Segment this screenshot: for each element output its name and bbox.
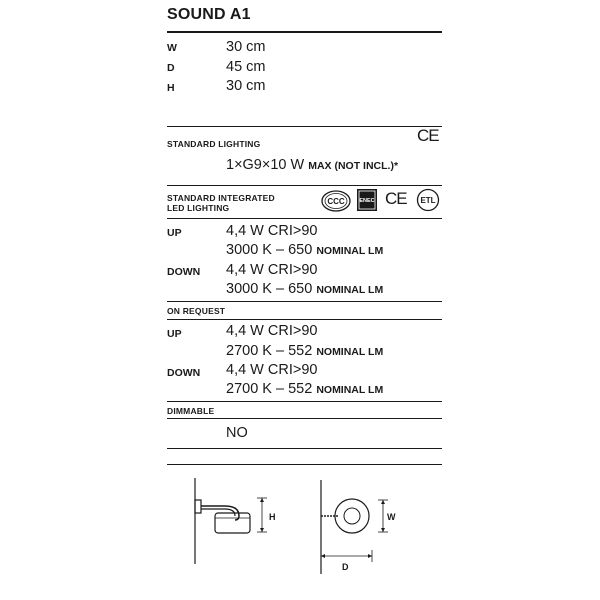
led-lighting-divider [167, 301, 442, 302]
title-divider [167, 31, 442, 33]
spec-main: 1×G9×10 W [226, 157, 305, 173]
dimmable-heading: DIMMABLE [167, 406, 215, 416]
request-up-label: UP [167, 328, 182, 340]
request-up-line1: 4,4 W CRI>90 [226, 323, 318, 339]
enec-text: ENEC [359, 198, 375, 204]
led-up-label: UP [167, 227, 182, 239]
request-down-line2-main: 2700 K – 552 [226, 381, 313, 397]
etl-icon [416, 188, 440, 212]
dimmable-divider [167, 448, 442, 449]
drawing-h-label: H [269, 512, 276, 522]
enec-icon [356, 188, 378, 212]
request-down-line2-small: NOMINAL LM [316, 384, 384, 396]
front-view-drawing [310, 476, 400, 576]
led-down-label: DOWN [167, 266, 201, 278]
request-down-label: DOWN [167, 367, 201, 379]
led-down-line1: 4,4 W CRI>90 [226, 262, 318, 278]
ccc-icon [321, 190, 351, 212]
dim-label-w: W [167, 42, 177, 54]
dim-value-h: 30 cm [226, 78, 266, 94]
drawing-d-label: D [342, 562, 349, 572]
product-title: SOUND A1 [167, 6, 251, 23]
request-up-line2-main: 2700 K – 552 [226, 343, 313, 359]
led-down-line2-small: NOMINAL LM [316, 284, 384, 296]
request-up-line2 [226, 343, 383, 361]
on-request-heading-divider [167, 319, 442, 320]
integrated-led-divider [167, 218, 442, 219]
dim-label-h: H [167, 82, 175, 94]
spec-small: MAX (NOT INCL.)* [308, 160, 399, 172]
on-request-divider [167, 401, 442, 402]
standard-lighting-heading: STANDARD LIGHTING [167, 139, 261, 149]
dimmable-value: NO [226, 425, 248, 441]
ce-mark-icon: CE [417, 126, 439, 145]
led-up-line2 [226, 242, 383, 260]
request-down-line1: 4,4 W CRI>90 [226, 362, 318, 378]
ccc-text: CCC [327, 197, 345, 206]
standard-lighting-divider [167, 185, 442, 186]
integrated-led-heading-1: STANDARD INTEGRATED [167, 193, 275, 203]
dimmable-heading-divider [167, 418, 442, 419]
dim-value-w: 30 cm [226, 39, 266, 55]
on-request-heading: ON REQUEST [167, 306, 226, 316]
led-down-line2 [226, 281, 383, 299]
etl-text: ETL [420, 196, 436, 205]
led-up-line1: 4,4 W CRI>90 [226, 223, 318, 239]
led-down-line2-main: 3000 K – 650 [226, 281, 313, 297]
standard-lighting-spec [226, 157, 398, 175]
led-up-line2-main: 3000 K – 650 [226, 242, 313, 258]
integrated-led-heading-2: LED LIGHTING [167, 203, 230, 213]
request-down-line2 [226, 381, 383, 399]
dim-label-d: D [167, 62, 175, 74]
dim-value-d: 45 cm [226, 59, 266, 75]
led-up-line2-small: NOMINAL LM [316, 245, 384, 257]
bottom-divider [167, 464, 442, 465]
dimensions-divider [167, 126, 442, 127]
ce-mark-led-icon: CE [385, 189, 407, 208]
drawing-w-label: W [387, 512, 396, 522]
request-up-line2-small: NOMINAL LM [316, 346, 384, 358]
